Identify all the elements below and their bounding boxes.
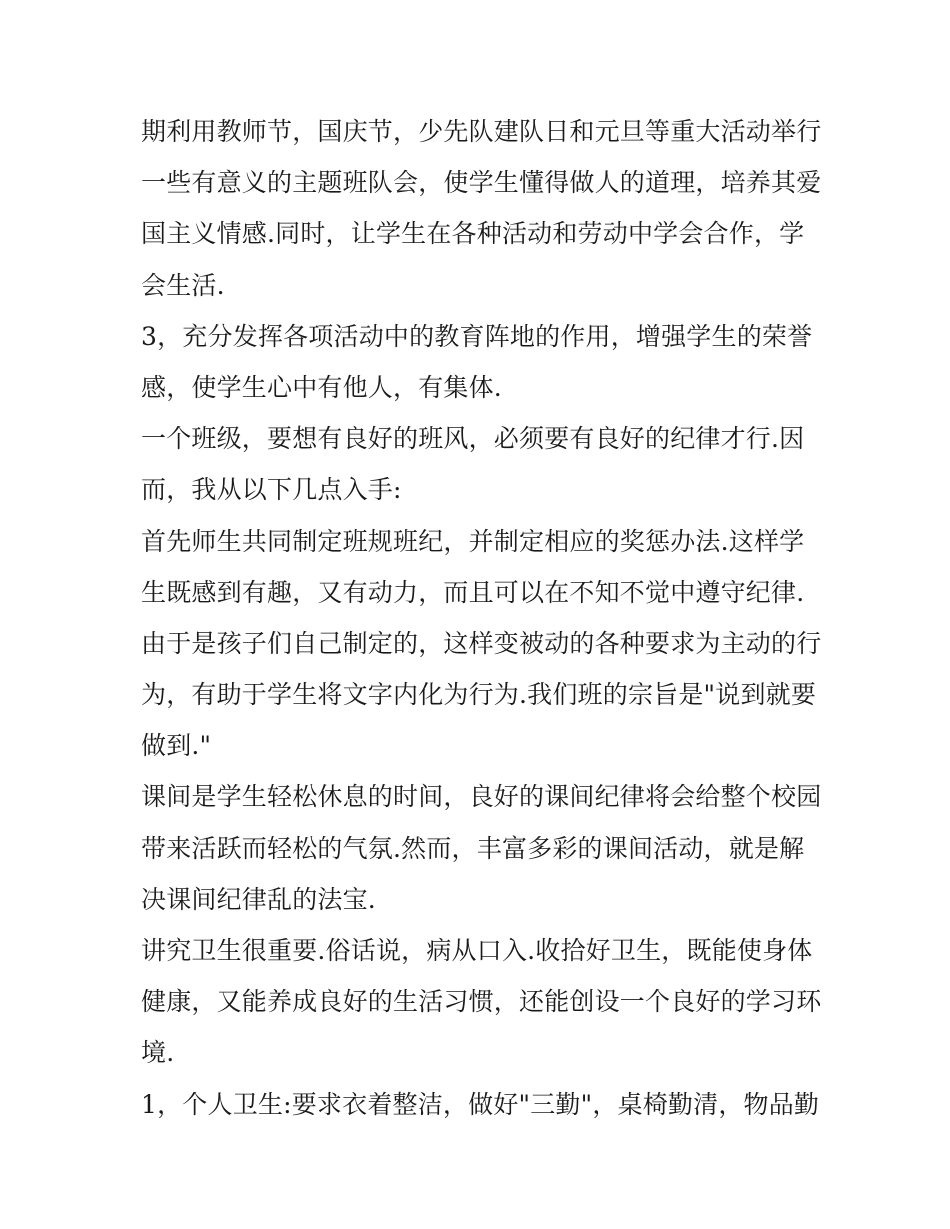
text-line: 做到." [141,731,212,761]
text-line: 一些有意义的主题班队会，使学生懂得做人的道理，培养其爱 [141,168,822,198]
text-line: 境. [141,1038,175,1068]
text-line: 由于是孩子们自己制定的，这样变被动的各种要求为主动的行 [141,628,822,658]
text-line: 1，个人卫生:要求衣着整洁，做好"三勤"，桌椅勤清，物品勤 [141,1089,820,1119]
text-line: 感，使学生心中有他人，有集体. [141,372,502,402]
text-line: 带来活跃而轻松的气氛.然而，丰富多彩的课间活动，就是解 [141,833,805,863]
text-line: 3，充分发挥各项活动中的教育阵地的作用，增强学生的荣誉 [141,321,813,351]
text-line: 课间是学生轻松休息的时间，良好的课间纪律将会给整个校园 [141,782,822,812]
text-line: 期利用教师节，国庆节，少先队建队日和元旦等重大活动举行 [141,117,822,146]
text-line: 一个班级，要想有良好的班风，必须要有良好的纪律才行.因 [141,424,805,454]
text-line: 为，有助于学生将文字内化为行为.我们班的宗旨是"说到就要 [141,680,817,710]
text-line: 而，我从以下几点入手: [141,475,402,505]
text-line: 国主义情感.同时，让学生在各种活动和劳动中学会合作，学 [141,219,805,249]
text-line: 讲究卫生很重要.俗话说，病从口入.收拾好卫生，既能使身体 [141,936,813,965]
text-line: 健康，又能养成良好的生活习惯，还能创设一个良好的学习环 [141,987,822,1017]
text-line: 决课间纪律乱的法宝. [141,884,376,914]
text-line: 首先师生共同制定班规班纪，并制定相应的奖惩办法.这样学 [141,526,805,556]
text-line: 会生活. [141,270,225,300]
document-body [141,106,821,1130]
text-line: 生既感到有趣，又有动力，而且可以在不知不觉中遵守纪律. [141,577,805,607]
